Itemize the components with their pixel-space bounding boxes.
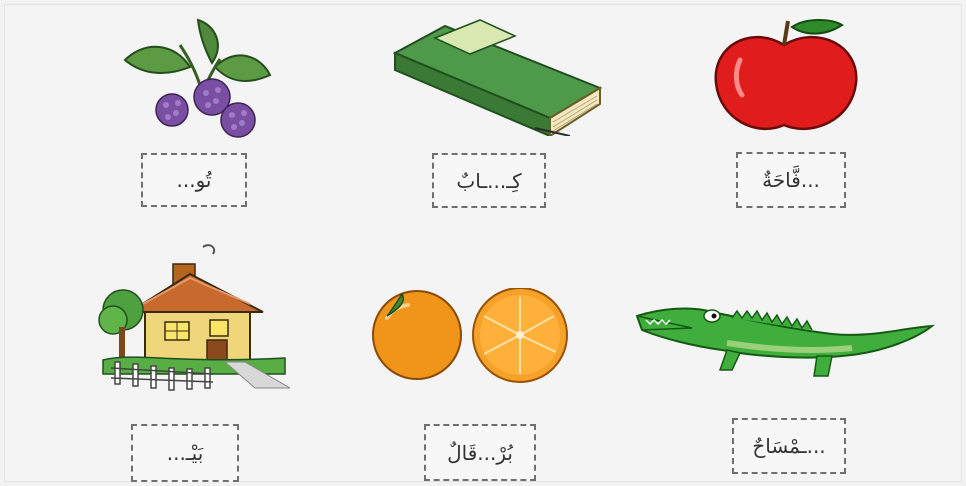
word-apple: ...فَّاحَةٌ (762, 168, 820, 192)
word-box-blackberry[interactable] (141, 153, 247, 207)
word-book: كِـ...ـابٌ (456, 168, 522, 193)
word-box-book[interactable] (432, 153, 546, 208)
word-box-house[interactable] (131, 424, 239, 482)
blackberry-image (120, 15, 275, 140)
word-blackberry: تُو... (176, 168, 212, 192)
word-box-orange[interactable] (424, 424, 536, 481)
book-image (385, 18, 610, 136)
word-box-apple[interactable] (736, 152, 846, 208)
apple-image (712, 15, 862, 135)
word-house: بَيْـ... (166, 441, 204, 465)
orange-image (362, 288, 577, 383)
crocodile-image (632, 298, 937, 383)
word-orange: بُرْ...قَالٌ (447, 440, 513, 465)
word-box-crocodile[interactable] (732, 418, 846, 474)
word-crocodile: ...ـمْسَاحٌ (752, 434, 826, 458)
house-image (95, 242, 290, 392)
